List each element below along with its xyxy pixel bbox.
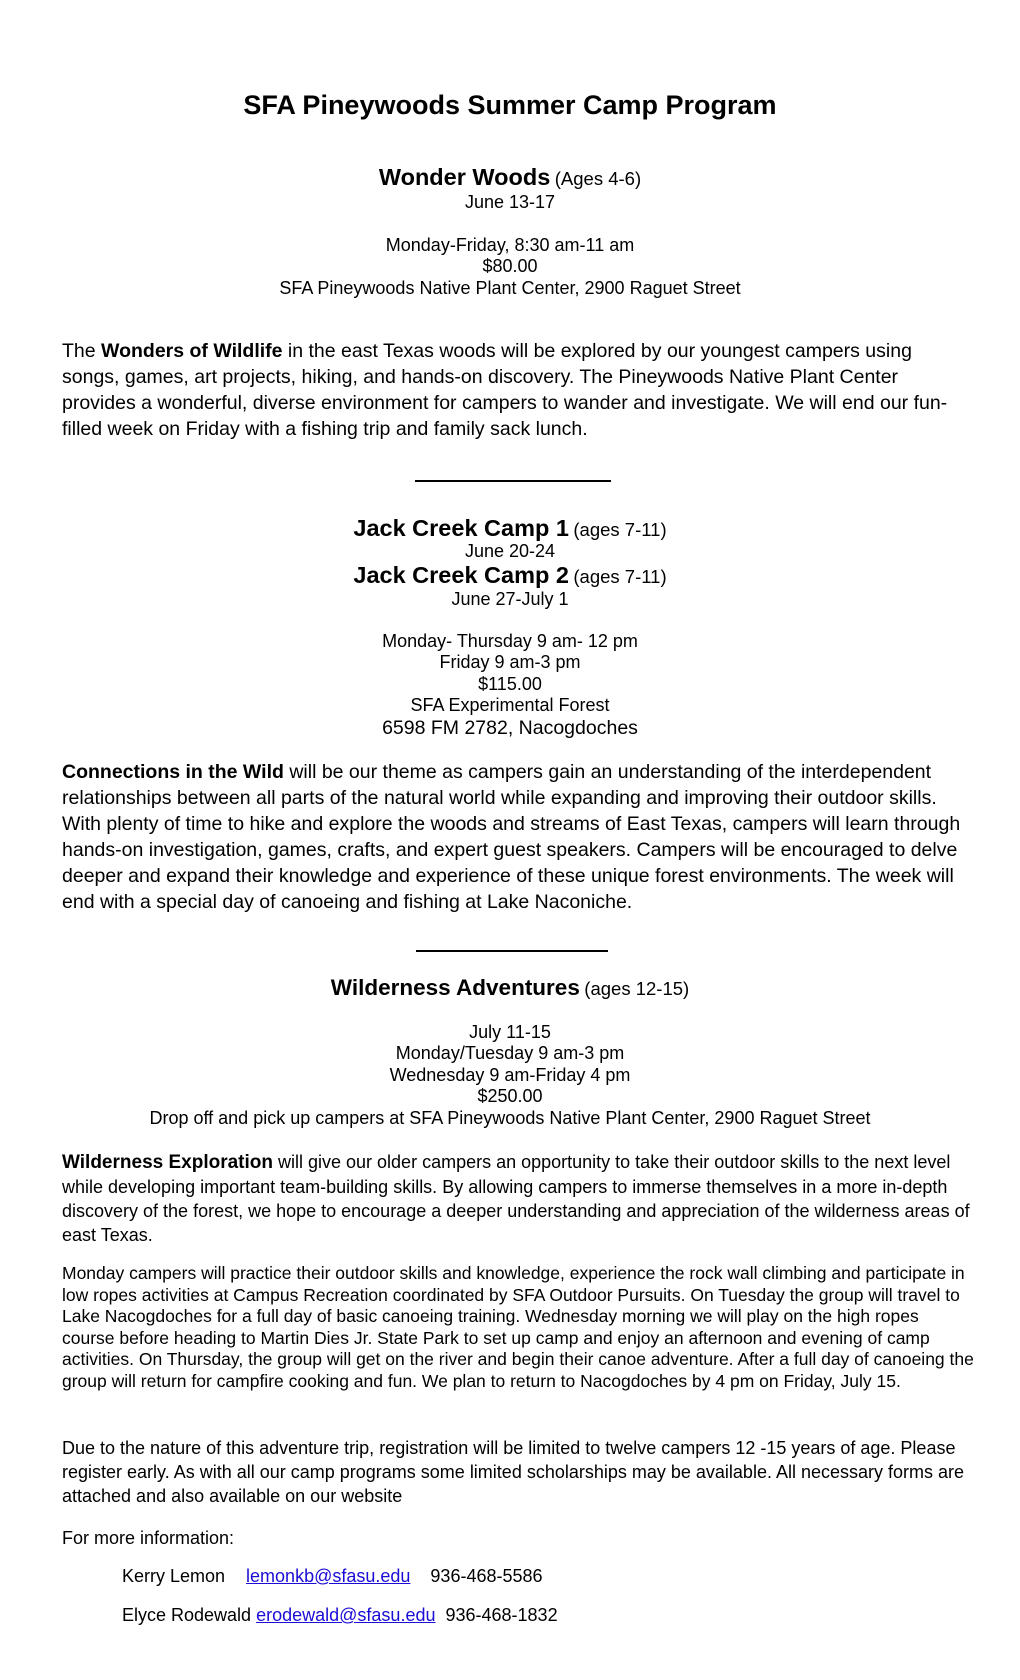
section-divider [415, 480, 611, 482]
wilderness-name: Wilderness Adventures [330, 975, 580, 1000]
jack-creek-location-2: 6598 FM 2782, Nacogdoches [382, 717, 638, 739]
wilderness-schedule-1: Monday/Tuesday 9 am-3 pm [395, 1043, 625, 1063]
jack-creek-description [62, 759, 974, 915]
contact-row [122, 1605, 558, 1627]
wilderness-schedule-2: Wednesday 9 am-Friday 4 pm [389, 1065, 631, 1085]
wonder-woods-ages: (Ages 4-6) [554, 168, 642, 189]
wilderness-registration: Due to the nature of this adventure trip, registration will be limited to twelve campers 12 -15 years of age. Please register early. As with all our camp programs some limited scholarships may be available. All necessary forms are attached and also available on our website [62, 1438, 965, 1506]
section-divider [416, 950, 608, 952]
jack-creek-schedule-2: Friday 9 am-3 pm [439, 652, 581, 672]
contact-phone: 936-468-5586 [430, 1566, 543, 1586]
contact-phone: 936-468-1832 [445, 1605, 558, 1625]
jack-creek-1-name: Jack Creek Camp 1 [353, 515, 569, 541]
jack-creek-1-ages: (ages 7-11) [573, 519, 667, 540]
wonder-woods-location: SFA Pineywoods Native Plant Center, 2900 Raguet Street [279, 278, 741, 298]
contact-email-link[interactable]: erodewald@sfasu.edu [256, 1605, 436, 1625]
wilderness-price: $250.00 [477, 1086, 543, 1106]
wonder-woods-desc-rest: in the east Texas woods will be explored by our youngest campers using songs, games, art projects, hiking, and hands-on discovery. The Pineywoods Native Plant Center provides a wonderful, diverse environment for campers to wander and investigate. We will end our fun-filled week on Friday with a fishing trip and family sack lunch. [62, 340, 948, 440]
wonder-woods-heading [0, 164, 1020, 191]
wilderness-dates: July 11-15 [469, 1022, 551, 1042]
wilderness-desc-rest: will give our older campers an opportunity to take their outdoor skills to the next level while developing important team-building skills. By allowing campers to immerse themselves in a more in-depth discovery of the forest, we hope to encourage a deeper understanding and appreciation of the wilderness areas of east Texas. [62, 1152, 970, 1245]
wonder-woods-desc-bold: Wonders of Wildlife [101, 340, 283, 362]
contact-row [122, 1566, 543, 1588]
jack-creek-schedule-1: Monday- Thursday 9 am- 12 pm [382, 631, 638, 651]
contact-label: For more information: [62, 1528, 235, 1548]
jack-creek-1-dates: June 20-24 [464, 541, 556, 561]
jack-creek-2-heading [0, 562, 1020, 589]
jack-creek-desc-rest: will be our theme as campers gain an understanding of the interdependent relationships between all parts of the natural world while expanding and improving their outdoor skills. With plenty of time to hike and explore the woods and streams of East Texas, campers will learn through hands-on investigation, games, crafts, and expert guest speakers. Campers will be encouraged to delve deeper and expand their knowledge and experience of these unique forest environments. The week will end with a special day of canoeing and fishing at Lake Naconiche. [62, 761, 961, 913]
page-title: SFA Pineywoods Summer Camp Program [243, 90, 777, 120]
jack-creek-2-dates: June 27-July 1 [451, 589, 569, 609]
wonder-woods-price: $80.00 [482, 256, 538, 276]
wilderness-description [62, 1150, 974, 1247]
jack-creek-location-1: SFA Experimental Forest [410, 695, 610, 715]
jack-creek-2-ages: (ages 7-11) [573, 566, 667, 587]
wonder-woods-desc-intro: The [62, 340, 102, 362]
jack-creek-desc-bold: Connections in the Wild [62, 761, 284, 783]
jack-creek-price: $115.00 [478, 674, 542, 694]
contact-email-link[interactable]: lemonkb@sfasu.edu [246, 1566, 411, 1586]
wonder-woods-name: Wonder Woods [378, 164, 551, 190]
wilderness-location: Drop off and pick up campers at SFA Pineywoods Native Plant Center, 2900 Raguet Street [149, 1108, 871, 1128]
wonder-woods-description [62, 338, 974, 442]
contact-name: Elyce Rodewald [122, 1605, 252, 1625]
contact-name: Kerry Lemon [122, 1566, 226, 1586]
jack-creek-2-name: Jack Creek Camp 2 [353, 562, 569, 588]
wilderness-heading [0, 975, 1020, 1001]
wonder-woods-schedule: Monday-Friday, 8:30 am-11 am [385, 235, 635, 255]
jack-creek-1-heading [0, 515, 1020, 542]
wonder-woods-dates: June 13-17 [464, 192, 556, 212]
wilderness-itinerary: Monday campers will practice their outdoor skills and knowledge, experience the rock wall climbing and participate in low ropes activities at Campus Recreation coordinated by SFA Outdoor Pursuits. On Tuesday the group will travel to Lake Nacogdoches for a full day of basic canoeing training. Wednesday morning we will play on the high ropes course before heading to Martin Dies Jr. State Park to set up camp and enjoy an afternoon and evening of camp activities. On Thursday, the group will get on the river and begin their canoe adventure. After a full day of canoeing the group will return for campfire cooking and fun. We plan to return to Nacogdoches by 4 pm on Friday, July 15. [62, 1263, 974, 1391]
wilderness-desc-bold: Wilderness Exploration [62, 1152, 273, 1173]
wilderness-ages: (ages 12-15) [584, 978, 690, 999]
